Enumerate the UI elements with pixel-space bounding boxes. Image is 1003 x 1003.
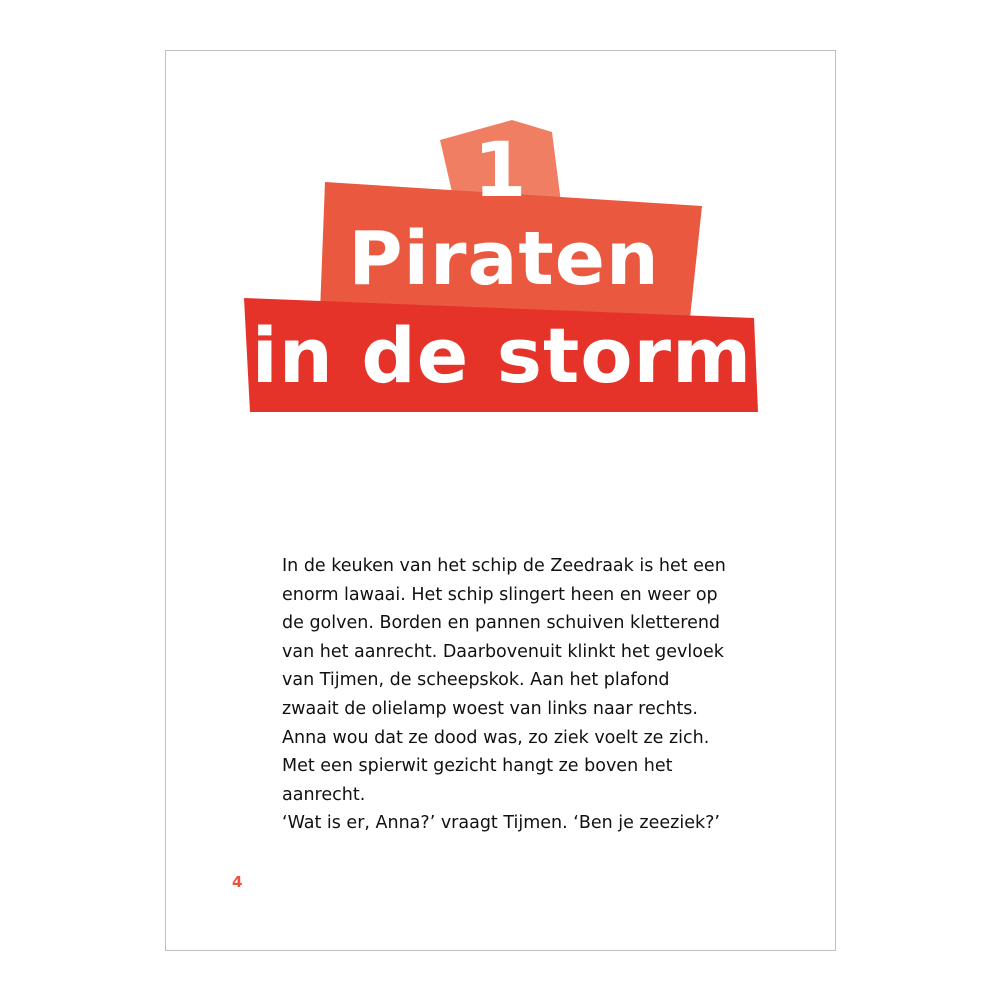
story-line: Anna wou dat ze dood was, zo ziek voelt ze zich. [282,727,710,748]
chapter-title-line-1: Piraten [348,216,660,302]
chapter-title-art [0,0,1003,430]
story-line: enorm lawaai. Het schip slingert heen en weer op [282,584,718,605]
chapter-number: 1 [473,125,527,214]
story-line: de golven. Borden en pannen schuiven kletterend [282,613,721,634]
story-line: In de keuken van het schip de Zeedraak is het een [282,556,726,576]
page-number: 4 [232,873,243,891]
story-line: ‘Wat is er, Anna?’ vraagt Tijmen. ‘Ben je zeeziek?’ [282,813,720,834]
story-line: zwaait de olielamp woest van links naar rechts. [282,698,698,719]
chapter-title-line-2: in de storm [251,311,753,400]
story-line: aanrecht. [282,784,366,805]
story-line: van Tijmen, de scheepskok. Aan het plafond [282,670,670,691]
story-line: van het aanrecht. Daarbovenuit klinkt het gevloek [282,641,724,662]
story-text [282,552,742,838]
story-line: Met een spierwit gezicht hangt ze boven het [282,756,673,777]
